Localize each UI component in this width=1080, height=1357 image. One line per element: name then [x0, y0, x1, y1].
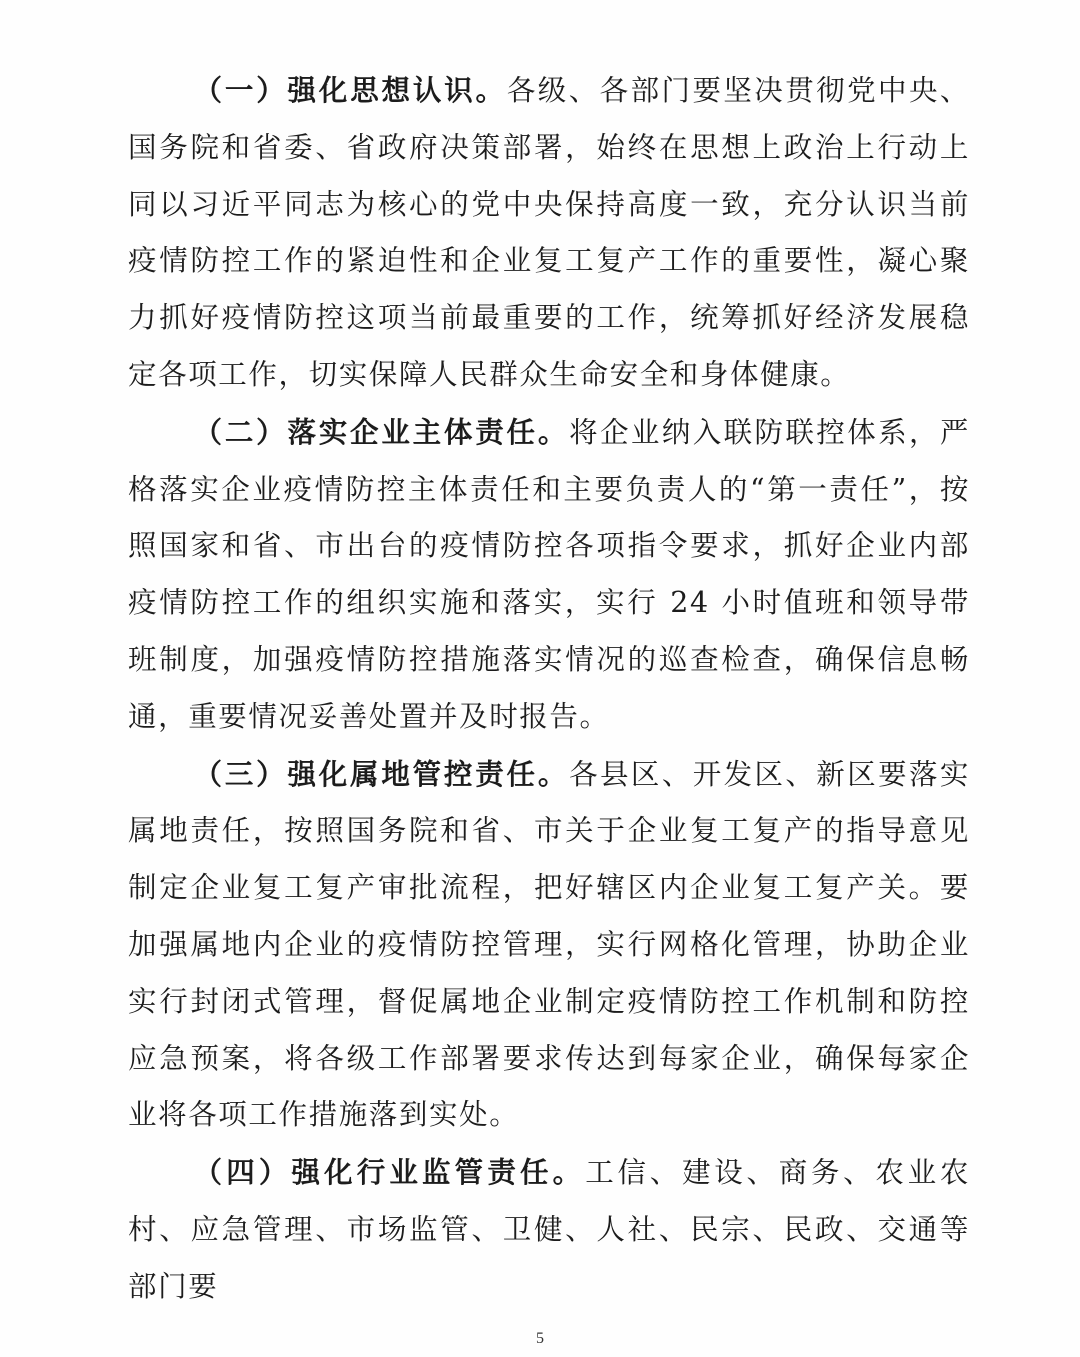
body-text [128, 62, 970, 1316]
section-4-paragraph [128, 1144, 970, 1315]
section-3-heading: （三）强化属地管控责任。 [193, 756, 570, 791]
section-2-heading: （二）落实企业主体责任。 [193, 414, 570, 449]
section-3-body: 各县区、开发区、新区要落实属地责任，按照国务院和省、市关于企业复工复产的指导意见制定企业复工复产审批流程，把好辖区内企业复工复产关。要加强属地内企业的疫情防控管理，实行网格化管理，协助企业实行封闭式管理，督促属地企业制定疫情防控工作机制和防控应急预案，将各级工作部署要求传达到每家企业，确保每家企业将各项工作措施落到实处。 [128, 757, 970, 1132]
section-1-paragraph [128, 62, 970, 404]
section-2-paragraph [128, 404, 970, 746]
section-2-body: 将企业纳入联防联控体系，严格落实企业疫情防控主体责任和主要负责人的“第一责任”，按照国家和省、市出台的疫情防控各项指令要求，抓好企业内部疫情防控工作的组织实施和落实，实行 24 小时值班和领导带班制度，加强疫情防控措施落实情况的巡查检查，确保信息畅通，重要情况妥善处置并及时报告。 [128, 415, 970, 733]
section-4-body: 工信、建设、商务、农业农村、应急管理、市场监管、卫健、人社、民宗、民政、交通等部门要 [128, 1156, 970, 1303]
section-4-heading: （四）强化行业监管责任。 [193, 1155, 586, 1190]
page-number: 5 [536, 1330, 544, 1347]
section-1-heading: （一）强化思想认识。 [193, 73, 507, 107]
section-1-body: 各级、各部门要坚决贯彻党中央、国务院和省委、省政府决策部署，始终在思想上政治上行动上同以习近平同志为核心的党中央保持高度一致，充分认识当前疫情防控工作的紧迫性和企业复工复产工作的重要性，凝心聚力抓好疫情防控这项当前最重要的工作，统筹抓好经济发展稳定各项工作，切实保障人民群众生命安全和身体健康。 [128, 74, 970, 391]
section-3-paragraph [128, 746, 970, 1145]
